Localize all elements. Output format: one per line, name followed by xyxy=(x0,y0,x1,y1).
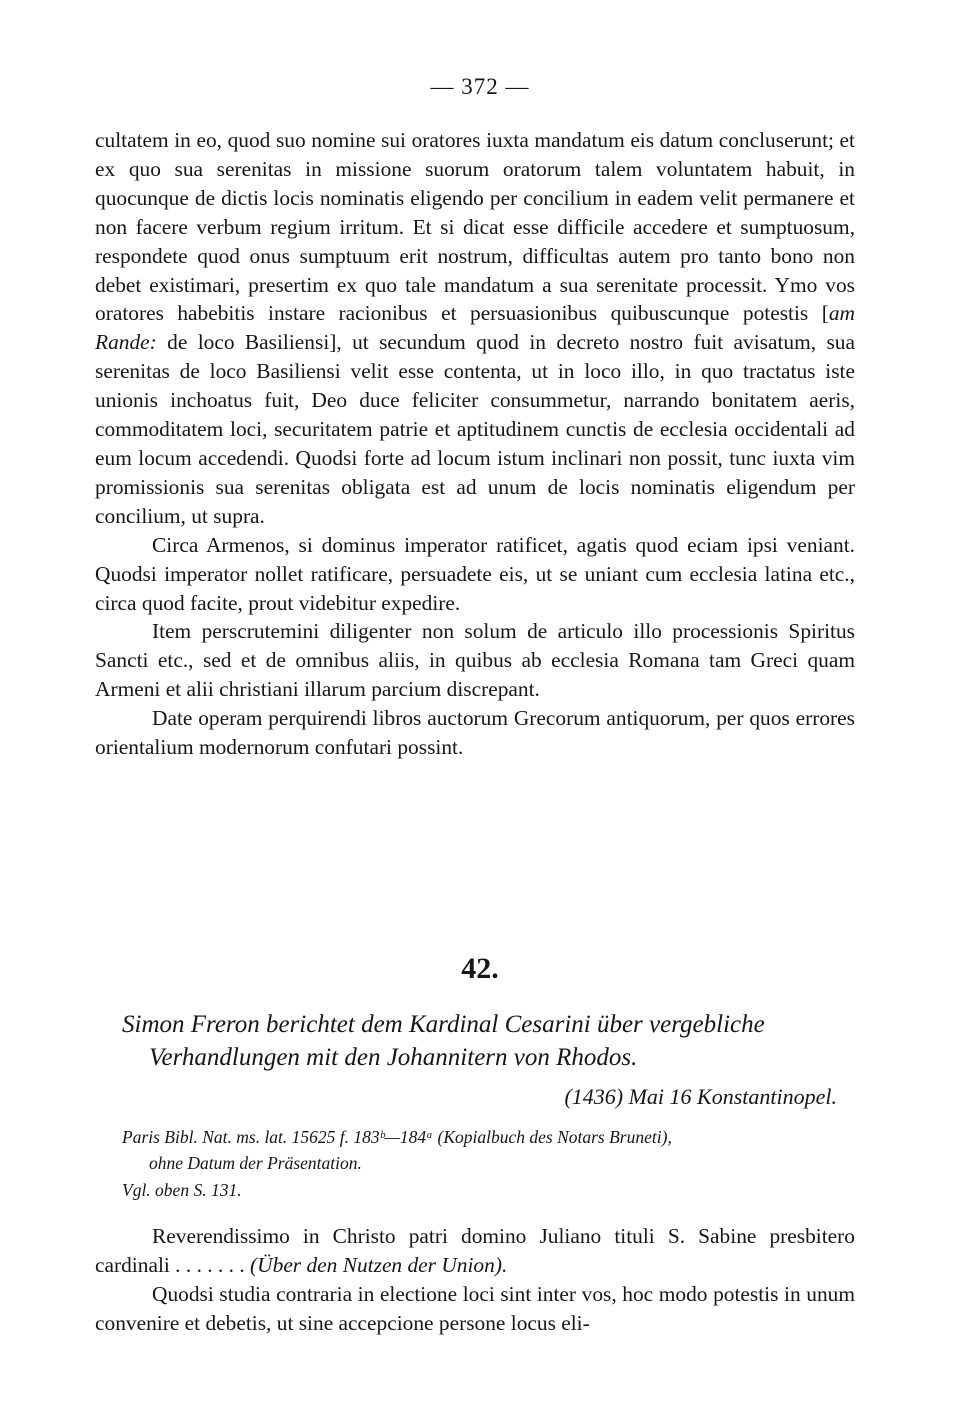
margin-note: am Rande: xyxy=(95,301,855,355)
letter-text xyxy=(95,1222,855,1338)
heading-line: Verhandlungen mit den Johannitern von Rhodos. xyxy=(149,1044,638,1071)
paragraph-text: cultatem in eo, quod suo nomine sui oratores iuxta mandatum eis datum concluserunt; et ex quo sua serenitas in missione suorum oratorum talem voluntatem habuit, in quocunque de dictis locis nominatis eligendo per concilium in eadem velit permanere et non facere verbum regium irritum. Et si dicat esse difficile accedere et sumptuosum, respondete quod onus sumptuum erit nostrum, difficultas autem pro tanto bono non debet existimari, presertim ex quo tale mandatum a sua serenitate processit. Ymo vos oratores habebitis instare racionibus et persuasionibus quibuscunque potestis [ xyxy=(95,128,855,326)
salutation xyxy=(95,1222,855,1280)
cross-reference: Vgl. oben S. 131. xyxy=(122,1180,242,1200)
source-line: ohne Datum der Präsentation. xyxy=(149,1153,362,1173)
document-heading xyxy=(122,1008,854,1074)
page-number: — 372 — xyxy=(430,74,530,99)
source-note xyxy=(122,1124,854,1176)
body-text xyxy=(95,126,855,762)
editor-note: (Über den Nutzen der Union). xyxy=(250,1252,508,1277)
paragraph: Item perscrutemini diligenter non solum de articulo illo processionis Spiritus Sancti etc., sed et de omnibus aliis, in quibus ab ecclesia Romana tam Greci quam Armeni et alii christiani illarum parcium discrepant. xyxy=(95,619,855,702)
paragraph xyxy=(95,126,855,531)
source-line: Paris Bibl. Nat. ms. lat. 15625 f. 183ᵇ—184ᵃ (Kopialbuch des Notars Bruneti), xyxy=(122,1127,672,1147)
salutation-text: Reverendissimo in Christo patri domino Juliano tituli S. Sabine presbitero cardinali . . . . . . . xyxy=(95,1224,855,1277)
document-number: 42. xyxy=(461,952,499,985)
heading-line: Simon Freron berichtet dem Kardinal Cesarini über vergebliche xyxy=(122,1011,765,1038)
paragraph: Date operam perquirendi libros auctorum Grecorum antiquorum, per quos errores orientalium modernorum confutari possint. xyxy=(95,706,855,760)
paragraph: Quodsi studia contraria in electione loci sint inter vos, hoc modo potestis in unum convenire et debetis, ut sine accepcione persone locus eli- xyxy=(95,1281,855,1335)
paragraph: Circa Armenos, si dominus imperator ratificet, agatis quod eciam ipsi veniant. Quodsi imperator nollet ratificare, persuadete eis, ut se uniant cum ecclesia latina etc., circa quod facite, prout videbitur expedire. xyxy=(95,532,855,615)
paragraph-text: de loco Basiliensi], ut secundum quod in decreto nostro fuit avisatum, sua serenitas de loco Basiliensi velit esse contenta, ut in loco illo, in quo tractatus iste unionis inchoatus fuit, Deo duce feliciter consummetur, narrando bonitatem aeris, commoditatem loci, securitatem patrie et aptitudinem cunctis de ecclesia occidentali ad eum locum accedendi. Quodsi forte ad locum istum inclinari non possit, tunc iuxta vim promissionis sua serenitas obligata est ad unum de locis nominatis eligendum per concilium, ut supra. xyxy=(95,330,855,528)
document-date: (1436) Mai 16 Konstantinopel. xyxy=(564,1084,837,1109)
